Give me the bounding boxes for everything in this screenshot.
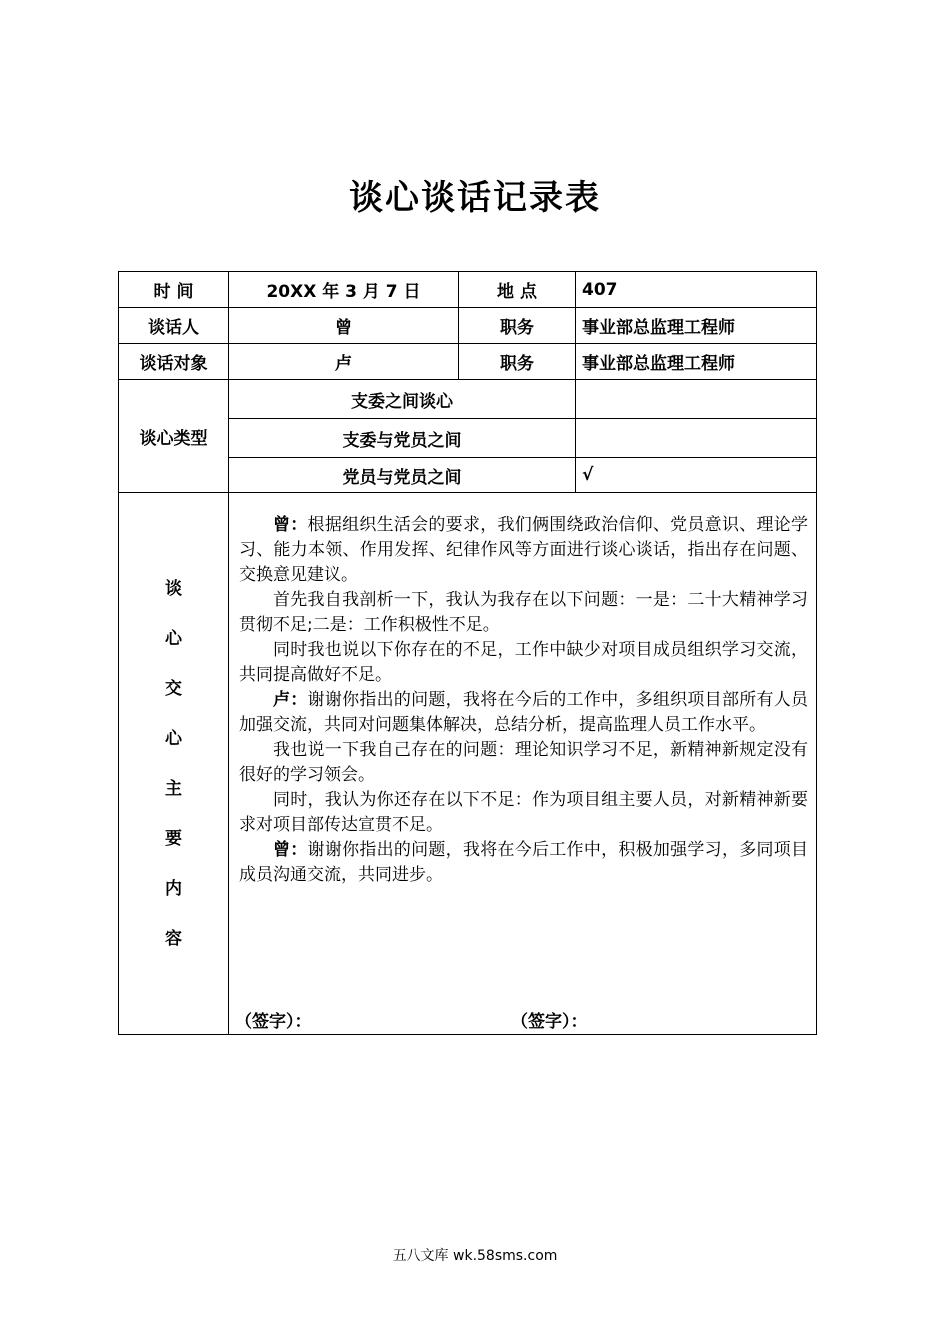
time-label: 时 间 [119,272,229,308]
talk-type-option: 支委之间谈心 [229,380,576,419]
paragraph-text: 谢谢你指出的问题，我将在今后的工作中，多组织项目部所有人员加强交流，共同对问题集体解决，总结分析，提高监理人员工作水平。 [239,690,809,735]
footer-source: 五八文库 wk.58sms.com [392,1248,558,1264]
paragraph-text: 我也说一下我自己存在的问题：理论知识学习不足，新精神新规定没有很好的学习领会。 [239,740,808,785]
talk-type-mark [576,419,817,458]
target-value: 卢 [229,344,459,380]
signature-row [229,1004,816,1034]
row-time-place [119,272,817,308]
content-paragraph [239,838,808,888]
place-label: 地 点 [459,272,576,308]
content-body [229,493,816,888]
content-label [119,493,229,1035]
content-paragraph [239,588,808,638]
paragraph-text: 谢谢你指出的问题，我将在今后工作中，积极加强学习，多同项目成员沟通交流，共同进步。 [239,840,809,885]
talk-type-label: 谈心类型 [119,380,229,493]
talker-label: 谈话人 [119,308,229,344]
content-label-char: 心 [165,628,182,649]
talk-type-option: 党员与党员之间 [229,458,576,493]
content-label-char: 谈 [165,578,182,599]
paragraph-text: 同时，我认为你还存在以下不足：作为项目组主要人员，对新精神新要求对项目部传达宣贯不足。 [239,790,808,835]
content-paragraph [239,513,808,588]
content-label-char: 内 [165,878,182,899]
target-label: 谈话对象 [119,344,229,380]
content-paragraph [239,738,808,788]
row-talk-type-1 [119,380,817,419]
content-label-char: 心 [165,728,182,749]
signature-left: （签字）： [235,1012,312,1032]
row-talker [119,308,817,344]
speaker-name: 卢： [273,690,308,710]
signature-right: （签字）： [511,1012,588,1032]
position-label-2: 职务 [459,344,576,380]
paragraph-text: 根据组织生活会的要求，我们俩围绕政治信仰、党员意识、理论学习、能力本领、作用发挥、纪律作风等方面进行谈心谈话，指出存在问题、交换意见建议。 [239,515,809,585]
content-paragraph [239,638,808,688]
speaker-name: 曾： [273,840,308,860]
content-label-char: 主 [165,778,182,799]
talk-record-table [118,271,817,1035]
talk-type-option: 支委与党员之间 [229,419,576,458]
position-value-2: 事业部总监理工程师 [576,344,817,380]
speaker-name: 曾： [273,515,308,535]
row-target [119,344,817,380]
content-label-char: 容 [165,928,182,949]
paragraph-text: 同时我也说以下你存在的不足，工作中缺少对项目成员组织学习交流，共同提高做好不足。 [239,640,808,685]
time-value: 20XX 年 3 月 7 日 [229,272,459,308]
talk-type-mark [576,380,817,419]
page-title: 谈心谈话记录表 [349,178,601,218]
talk-type-mark: √ [576,458,817,493]
content-body-cell [229,493,817,1035]
content-paragraph [239,788,808,838]
content-label-char: 交 [165,678,182,699]
paragraph-text: 首先我自我剖析一下，我认为我存在以下问题：一是：二十大精神学习贯彻不足;二是：工作积极性不足。 [239,590,808,635]
content-paragraph [239,688,808,738]
position-label-1: 职务 [459,308,576,344]
content-label-char: 要 [165,828,182,849]
position-value-1: 事业部总监理工程师 [576,308,817,344]
place-value: 407 [576,272,817,308]
talker-value: 曾 [229,308,459,344]
row-content [119,493,817,1035]
